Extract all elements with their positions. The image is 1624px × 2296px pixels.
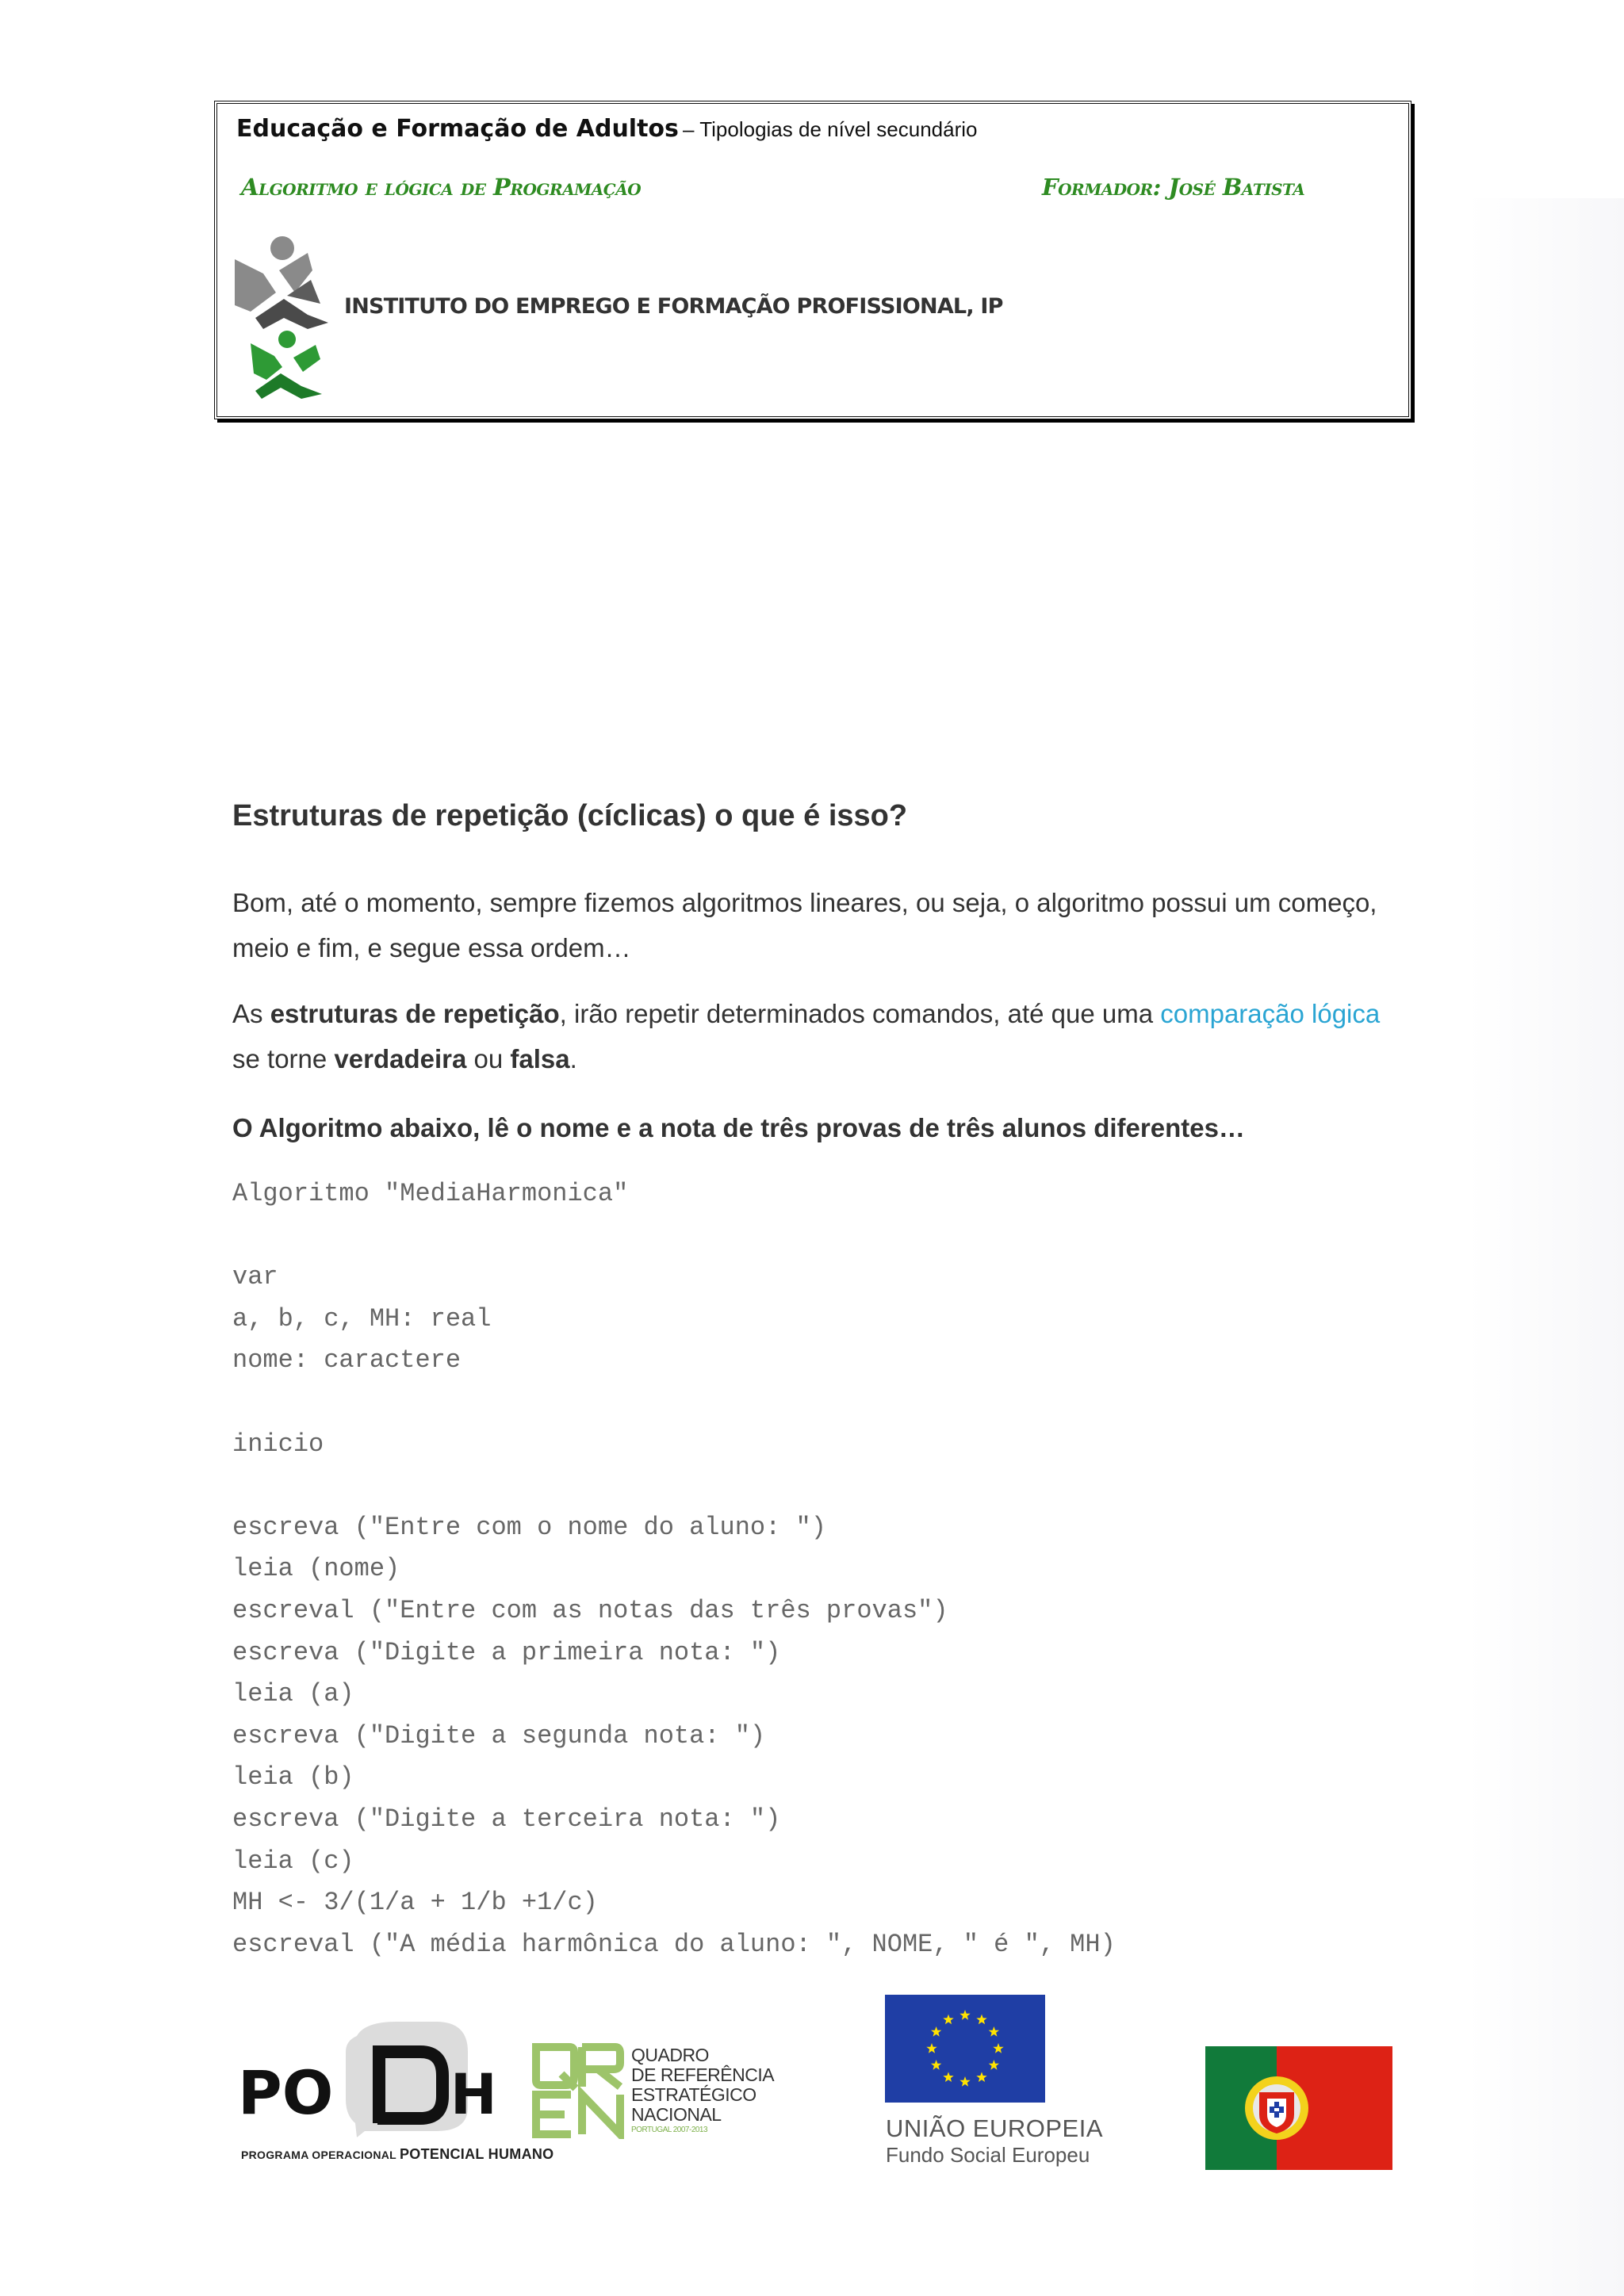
poph-caption <box>241 2146 553 2163</box>
qren-line: QUADRO <box>631 2045 709 2065</box>
eu-flag-icon <box>885 1995 1045 2103</box>
eu-title: UNIÃO EUROPEIA <box>886 2114 1103 2142</box>
code-line: escreva ("Digite a segunda nota: ") <box>232 1720 766 1751</box>
course-title: Algoritmo e lógica de Programação <box>241 174 642 201</box>
code-line: escreva ("Entre com o nome do aluno: ") <box>232 1512 826 1542</box>
qren-line: ESTRATÉGICO <box>631 2084 756 2105</box>
poph-caption-bold: POTENCIAL HUMANO <box>400 2146 554 2162</box>
code-line: escreva ("Digite a terceira nota: ") <box>232 1804 781 1834</box>
trainer-name: Formador: José Batista <box>1042 174 1305 201</box>
definition-text: ou <box>466 1044 511 1073</box>
definition-text: . <box>569 1044 577 1073</box>
code-line: a, b, c, MH: real <box>232 1303 492 1334</box>
qren-line: DE REFERÊNCIA <box>631 2064 775 2085</box>
code-line: escreval ("Entre com as notas das três provas") <box>232 1595 948 1625</box>
header-program: Educação e Formação de Adultos <box>236 115 679 143</box>
code-line: inicio <box>232 1429 324 1459</box>
comparacao-logica-link[interactable]: comparação lógica <box>1160 999 1381 1028</box>
definition-text: se torne <box>232 1044 335 1073</box>
header-program-line <box>236 115 977 143</box>
code-line: leia (nome) <box>232 1554 400 1584</box>
intro-paragraph: Bom, até o momento, sempre fizemos algoritmos lineares, ou seja, o algoritmo possui um começo, meio e fim, e segue essa ordem… <box>232 888 1377 962</box>
document-header <box>214 101 1411 419</box>
institute-name: INSTITUTO DO EMPREGO E FORMAÇÃO PROFISSIONAL, IP <box>344 294 1003 319</box>
code-line: Algoritmo "MediaHarmonica" <box>232 1179 629 1208</box>
poph-logo-text: PO <box>238 2057 334 2128</box>
poph-logo-icon <box>238 2020 508 2139</box>
svg-text:H: H <box>450 2062 497 2127</box>
code-line <box>232 1382 1116 1424</box>
code-line: leia (a) <box>232 1679 354 1709</box>
definition-text: , irão repetir determinados comandos, até que uma <box>559 999 1161 1028</box>
code-line: leia (c) <box>232 1846 354 1876</box>
definition-paragraph <box>232 991 1398 1081</box>
portugal-flag-icon <box>1205 2046 1392 2170</box>
definition-text: As <box>232 999 270 1028</box>
definition-bold-true: verdadeira <box>334 1044 467 1073</box>
poph-caption-small: PROGRAMA OPERACIONAL <box>241 2149 396 2161</box>
page-shade <box>1467 198 1624 2296</box>
qren-text <box>631 2045 774 2136</box>
qren-line: NACIONAL <box>631 2104 722 2125</box>
definition-bold-term: estruturas de repetição <box>270 999 560 1028</box>
algorithm-intro: O Algoritmo abaixo, lê o nome e a nota de três provas de três alunos diferentes… <box>232 1113 1245 1142</box>
code-line: leia (b) <box>232 1762 354 1793</box>
section-heading: Estruturas de repetição (cíclicas) o que é isso? <box>232 799 908 832</box>
code-line: MH <- 3/(1/a + 1/b +1/c) <box>232 1888 598 1918</box>
code-line: escreval ("A média harmônica do aluno: ", NOME, " é ", MH) <box>232 1929 1116 1959</box>
code-line: var <box>232 1262 278 1292</box>
code-line <box>232 1215 1116 1257</box>
qren-sub: PORTUGAL 2007-2013 <box>631 2126 708 2134</box>
definition-bold-false: falsa <box>510 1044 570 1073</box>
header-program-suffix: – Tipologias de nível secundário <box>683 117 978 141</box>
algorithm-code-block <box>232 1173 1116 1965</box>
iefp-logo-icon <box>232 232 335 403</box>
code-line: nome: caractere <box>232 1345 462 1376</box>
qren-logo-icon <box>530 2042 626 2139</box>
eu-subtitle: Fundo Social Europeu <box>886 2143 1090 2167</box>
code-line: escreva ("Digite a primeira nota: ") <box>232 1637 781 1667</box>
code-line <box>232 1465 1116 1507</box>
